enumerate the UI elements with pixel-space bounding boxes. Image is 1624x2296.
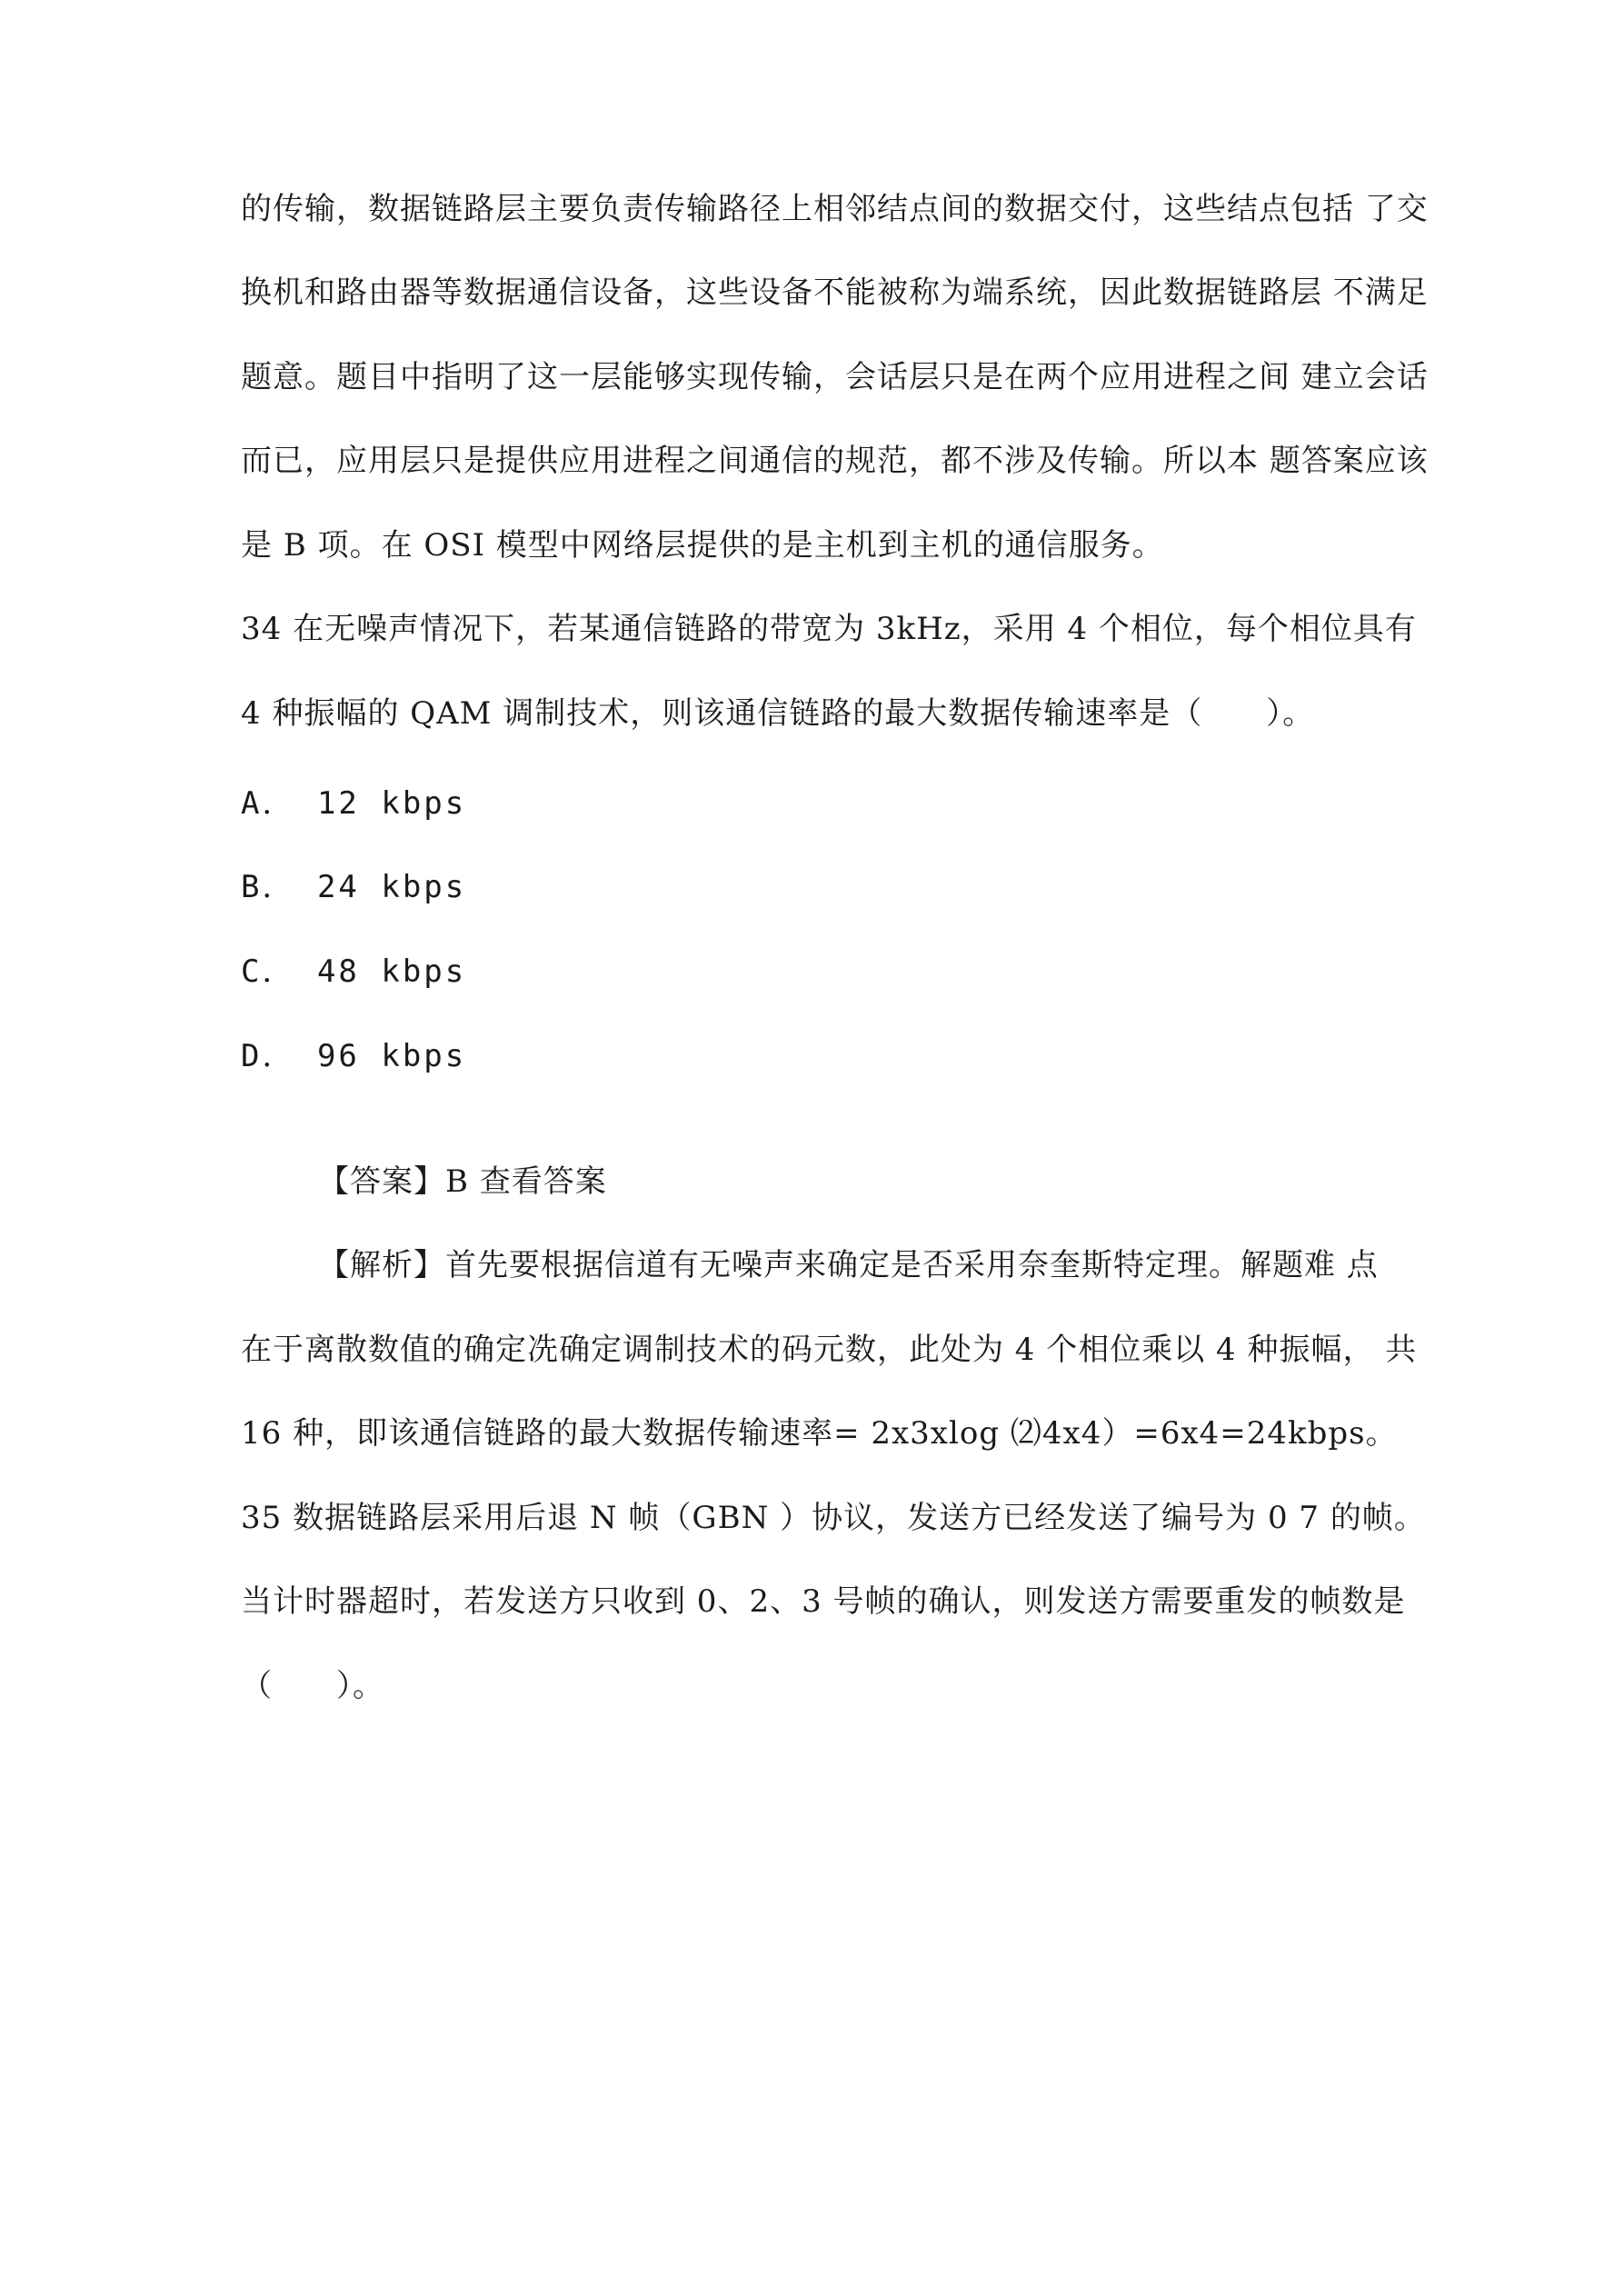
question-35-line-1: 35 数据链路层采用后退 N 帧（GBN ）协议，发送方已经发送了编号为 0 7 的帧。 [241, 1500, 1426, 1536]
question-35-line-3: （ ）。 [241, 1668, 384, 1704]
paragraph-line-4: 而已，应用层只是提供应用进程之间通信的规范，都不涉及传输。所以本 题答案应该 [241, 443, 1429, 479]
option-c: C． 48 kbps [241, 953, 467, 990]
paragraph-line-5: 是 B 项。在 OSI 模型中网络层提供的是主机到主机的通信服务。 [241, 527, 1164, 564]
analysis-line-3: 16 种，即该通信链路的最大数据传输速率= 2x3xlog ⑵4x4）=6x4=24kbps。 [241, 1415, 1398, 1452]
option-a: A． 12 kbps [241, 785, 467, 822]
answer-line: 【答案】B 查看答案 [318, 1163, 607, 1200]
analysis-line-1: 【解析】首先要根据信道有无噪声来确定是否采用奈奎斯特定理。解题难 点 [318, 1247, 1379, 1283]
analysis-line-2: 在于离散数值的确定冼确定调制技术的码元数，此处为 4 个相位乘以 4 种振幅， 共 [241, 1332, 1418, 1368]
question-35-line-2: 当计时器超时，若发送方只收到 0、2、3 号帧的确认，则发送方需要重发的帧数是 [241, 1583, 1406, 1620]
option-d: D． 96 kbps [241, 1038, 467, 1074]
paragraph-line-2: 换机和路由器等数据通信设备，这些设备不能被称为端系统，因此数据链路层 不满足 [241, 275, 1429, 311]
question-34-line-1: 34 在无噪声情况下，若某通信链路的带宽为 3kHz，采用 4 个相位，每个相位具有 [241, 611, 1417, 647]
option-b: B． 24 kbps [241, 869, 467, 905]
paragraph-line-1: 的传输，数据链路层主要负责传输路径上相邻结点间的数据交付，这些结点包括 了交 [241, 191, 1429, 227]
paragraph-line-3: 题意。题目中指明了这一层能够实现传输，会话层只是在两个应用进程之间 建立会话 [241, 359, 1429, 395]
question-34-line-2: 4 种振幅的 QAM 调制技术，则该通信链路的最大数据传输速率是（ ）。 [241, 695, 1315, 732]
